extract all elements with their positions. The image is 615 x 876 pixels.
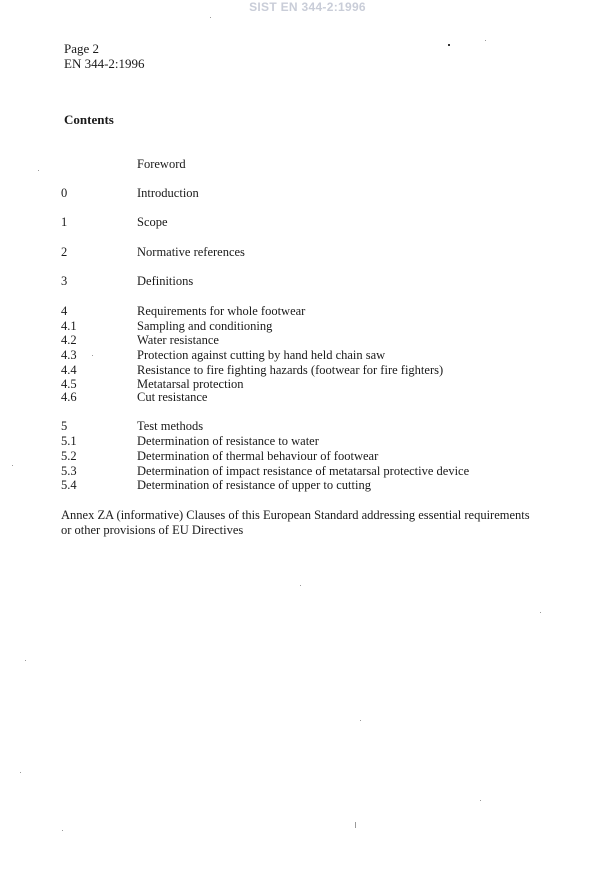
annex-line-2: or other provisions of EU Directives — [61, 522, 244, 537]
toc-title: Foreword — [137, 157, 186, 171]
scan-speck — [300, 585, 301, 586]
toc-title: Definitions — [137, 274, 194, 288]
watermark: SIST EN 344-2:1996 — [249, 0, 366, 14]
toc-number: 4.1 — [61, 319, 77, 333]
scan-speck — [360, 720, 361, 721]
toc-title: Water resistance — [137, 333, 219, 347]
toc-title: Cut resistance — [137, 390, 208, 404]
toc-title: Determination of impact resistance of metatarsal protective device — [137, 464, 470, 478]
scan-speck — [485, 40, 486, 41]
scan-speck — [355, 822, 356, 828]
scan-speck — [480, 800, 481, 801]
scan-speck — [38, 170, 39, 171]
toc-title: Metatarsal protection — [137, 377, 244, 391]
toc-title: Scope — [137, 215, 168, 229]
scan-speck — [210, 17, 211, 18]
toc-title: Resistance to fire fighting hazards (footwear for fire fighters) — [137, 363, 444, 377]
page-header — [64, 41, 145, 71]
scan-speck — [92, 355, 93, 356]
toc-title: Requirements for whole footwear — [137, 304, 306, 318]
toc-number: 5.1 — [61, 434, 77, 448]
scan-speck — [12, 465, 13, 466]
scan-speck — [540, 612, 541, 613]
toc-number: 4.6 — [61, 390, 77, 404]
scan-speck — [20, 772, 21, 773]
toc-number: 2 — [61, 245, 68, 259]
toc-number: 4.3 — [61, 348, 77, 362]
toc-title: Introduction — [137, 186, 199, 200]
toc-number: 5 — [61, 419, 68, 433]
annex-entry — [61, 508, 561, 537]
toc-number: 0 — [61, 186, 68, 200]
standard-id: EN 344-2:1996 — [64, 56, 145, 71]
toc-number: 4.5 — [61, 377, 77, 391]
annex-line-1: Annex ZA (informative) Clauses of this European Standard addressing essential requirements — [61, 508, 530, 522]
scan-speck — [25, 660, 26, 661]
page-number: Page 2 — [64, 41, 100, 56]
scan-speck — [448, 44, 450, 46]
scan-speck — [62, 830, 63, 831]
toc-number: 4.4 — [61, 363, 77, 377]
toc-number: 4.2 — [61, 333, 77, 347]
toc-title: Determination of thermal behaviour of footwear — [137, 449, 379, 463]
toc-number: 3 — [61, 274, 68, 288]
toc-title: Protection against cutting by hand held chain saw — [137, 348, 386, 362]
contents-heading: Contents — [64, 112, 114, 127]
toc-title: Sampling and conditioning — [137, 319, 273, 333]
toc-number: 5.4 — [61, 478, 77, 492]
toc-title: Test methods — [137, 419, 204, 433]
toc-title: Normative references — [137, 245, 245, 259]
toc-number: 1 — [61, 215, 68, 229]
toc-title: Determination of resistance to water — [137, 434, 319, 448]
toc-number: 4 — [61, 304, 68, 318]
toc-number: 5.2 — [61, 449, 77, 463]
toc-title: Determination of resistance of upper to cutting — [137, 478, 371, 492]
toc-number: 5.3 — [61, 464, 77, 478]
